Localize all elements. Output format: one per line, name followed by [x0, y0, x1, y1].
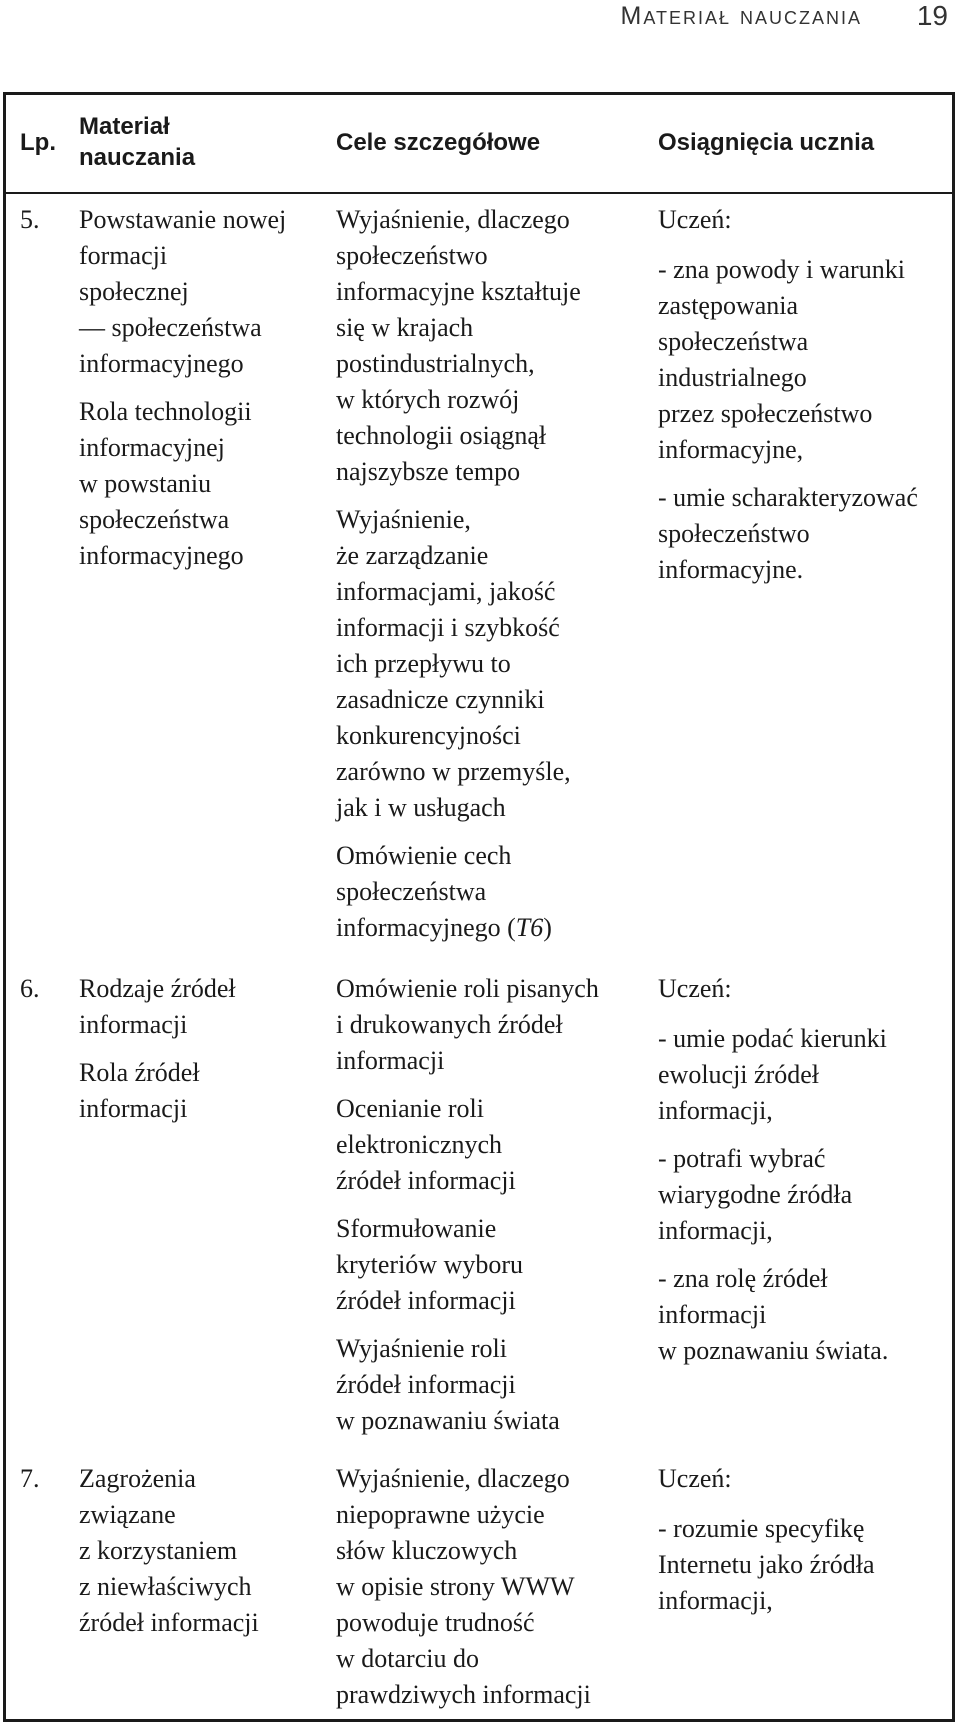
text-line: kryteriów wyboru: [336, 1250, 524, 1279]
text-line: społeczeństwa: [336, 877, 487, 906]
text-line: Wyjaśnienie,: [336, 505, 471, 534]
cell-paragraph: [658, 1261, 950, 1369]
text-line: informacyjne.: [658, 555, 804, 584]
cell-paragraph: [79, 1055, 324, 1127]
cell-cele: [336, 202, 641, 946]
text-line: z niewłaściwych: [79, 1572, 252, 1601]
cell-paragraph: [658, 1461, 950, 1497]
text-line: Ocenianie roli: [336, 1094, 484, 1123]
text-line: informacjami, jakość: [336, 577, 556, 606]
text-line: informacyjnego (T6): [336, 913, 552, 942]
text-line: postindustrialnych,: [336, 349, 535, 378]
cell-material: [79, 1461, 324, 1641]
cell-paragraph: [336, 1211, 641, 1319]
text-line: — społeczeństwa: [79, 313, 262, 342]
text-line: Rola technologii: [79, 397, 252, 426]
text-line: - umie podać kierunki: [658, 1024, 887, 1053]
cell-paragraph: [658, 1511, 950, 1619]
text-line: Rola źródeł: [79, 1058, 200, 1087]
header-osiagniecia: Osiągnięcia ucznia: [658, 129, 875, 156]
cell-paragraph: [336, 971, 641, 1079]
text-line: źródeł informacji: [336, 1286, 516, 1315]
text-line: źródeł informacji: [79, 1608, 259, 1637]
header-cele: Cele szczegółowe: [336, 129, 541, 156]
cell-paragraph: [79, 1461, 324, 1641]
text-line: najszybsze tempo: [336, 457, 521, 486]
text-line: ewolucji źródeł: [658, 1060, 819, 1089]
text-line: - rozumie specyfikę: [658, 1514, 865, 1543]
text-line: i drukowanych źródeł: [336, 1010, 563, 1039]
text-line: Wyjaśnienie roli: [336, 1334, 507, 1363]
cell-lp: [20, 202, 70, 238]
text-line: społeczeństwa: [658, 327, 809, 356]
text-line: społecznej: [79, 277, 189, 306]
cell-paragraph: [658, 971, 950, 1007]
row-number: 5.: [20, 205, 40, 234]
cell-paragraph: [658, 1021, 950, 1129]
text-line: źródeł informacji: [336, 1370, 516, 1399]
header-lp: Lp.: [20, 129, 56, 156]
text-line: informacyjne kształtuje: [336, 277, 581, 306]
text-line: informacji i szybkość: [336, 613, 560, 642]
text-line: - umie scharakteryzować: [658, 483, 918, 512]
cell-osiagniecia: [658, 202, 950, 588]
reference-code: T6: [515, 913, 544, 942]
text-line: że zarządzanie: [336, 541, 489, 570]
text-line: elektronicznych: [336, 1130, 503, 1159]
text-line: niepoprawne użycie: [336, 1500, 545, 1529]
running-head: [0, 0, 960, 40]
text-line: ich przepływu to: [336, 649, 511, 678]
text-line: jak i w usługach: [336, 793, 506, 822]
text-line: Internetu jako źródła: [658, 1550, 875, 1579]
cell-paragraph: [336, 202, 641, 490]
cell-paragraph: [336, 1091, 641, 1199]
text-line: Wyjaśnienie, dlaczego: [336, 1464, 570, 1493]
text-line: zarówno w przemyśle,: [336, 757, 571, 786]
header-material-line: nauczania: [79, 144, 196, 171]
text-line: z korzystaniem: [79, 1536, 238, 1565]
text-line: informacji: [79, 1094, 188, 1123]
cell-paragraph: [336, 1461, 641, 1713]
text-line: Omówienie roli pisanych: [336, 974, 599, 1003]
text-line: informacyjnego: [79, 349, 244, 378]
text-line: w opisie strony WWW: [336, 1572, 575, 1601]
cell-paragraph: [336, 838, 641, 946]
text-line: - potrafi wybrać: [658, 1144, 826, 1173]
table-header-row: [6, 95, 952, 194]
text-line: przez społeczeństwo: [658, 399, 873, 428]
text-line: Zagrożenia: [79, 1464, 196, 1493]
cell-paragraph: [79, 394, 324, 574]
text-line: Wyjaśnienie, dlaczego: [336, 205, 570, 234]
text-line: Sformułowanie: [336, 1214, 497, 1243]
cell-lp: [20, 971, 70, 1007]
text-line: społeczeństwo: [336, 241, 488, 270]
text-line: konkurencyjności: [336, 721, 521, 750]
cell-paragraph: [658, 252, 950, 468]
text-line: informacji: [658, 1300, 767, 1329]
cell-paragraph: [658, 202, 950, 238]
row-number: 7.: [20, 1464, 40, 1493]
text-line: zasadnicze czynniki: [336, 685, 545, 714]
cell-cele: [336, 971, 641, 1439]
header-material-line: Materiał: [79, 113, 170, 140]
text-line: społeczeństwo: [658, 519, 810, 548]
text-line: zastępowania: [658, 291, 799, 320]
text-line: w dotarciu do: [336, 1644, 479, 1673]
cell-paragraph: [336, 1331, 641, 1439]
text-line: źródeł informacji: [336, 1166, 516, 1195]
text-line: informacyjnego: [79, 541, 244, 570]
page-number: 19: [916, 0, 948, 31]
text-line: informacji: [79, 1010, 188, 1039]
text-line: Uczeń:: [658, 205, 732, 234]
text-line: Rodzaje źródeł: [79, 974, 236, 1003]
text-line: - zna rolę źródeł: [658, 1264, 828, 1293]
text-line: związane: [79, 1500, 176, 1529]
text-line: informacyjnej: [79, 433, 225, 462]
running-head-title: Materiał nauczania: [620, 2, 862, 30]
cell-paragraph: [79, 202, 324, 382]
text-line: powoduje trudność: [336, 1608, 535, 1637]
text-line: - zna powody i warunki: [658, 255, 905, 284]
text-line: formacji: [79, 241, 168, 270]
cell-paragraph: [336, 502, 641, 826]
text-line: prawdziwych informacji: [336, 1680, 591, 1709]
text-line: Uczeń:: [658, 1464, 732, 1493]
text-line: słów kluczowych: [336, 1536, 518, 1565]
cell-paragraph: [79, 971, 324, 1043]
text-line: technologii osiągnął: [336, 421, 547, 450]
text-line: w powstaniu: [79, 469, 212, 498]
cell-lp: [20, 1461, 70, 1497]
text-line: informacji,: [658, 1096, 773, 1125]
text-line: Omówienie cech: [336, 841, 512, 870]
text-line: Powstawanie nowej: [79, 205, 287, 234]
cell-material: [79, 971, 324, 1127]
header-material: [79, 111, 279, 173]
cell-osiagniecia: [658, 971, 950, 1369]
text-line: informacyjne,: [658, 435, 804, 464]
cell-paragraph: [658, 1141, 950, 1249]
text-line: w poznawaniu świata: [336, 1406, 560, 1435]
cell-material: [79, 202, 324, 574]
row-number: 6.: [20, 974, 40, 1003]
cell-cele: [336, 1461, 641, 1713]
text-line: społeczeństwa: [79, 505, 230, 534]
text-line: wiarygodne źródła: [658, 1180, 853, 1209]
text-line: informacji,: [658, 1586, 773, 1615]
text-line: informacji: [336, 1046, 445, 1075]
text-line: się w krajach: [336, 313, 474, 342]
text-line: industrialnego: [658, 363, 807, 392]
text-line: informacji,: [658, 1216, 773, 1245]
text-line: w których rozwój: [336, 385, 520, 414]
text-line: Uczeń:: [658, 974, 732, 1003]
text-line: w poznawaniu świata.: [658, 1336, 889, 1365]
curriculum-table: [3, 92, 955, 1722]
cell-osiagniecia: [658, 1461, 950, 1619]
cell-paragraph: [658, 480, 950, 588]
